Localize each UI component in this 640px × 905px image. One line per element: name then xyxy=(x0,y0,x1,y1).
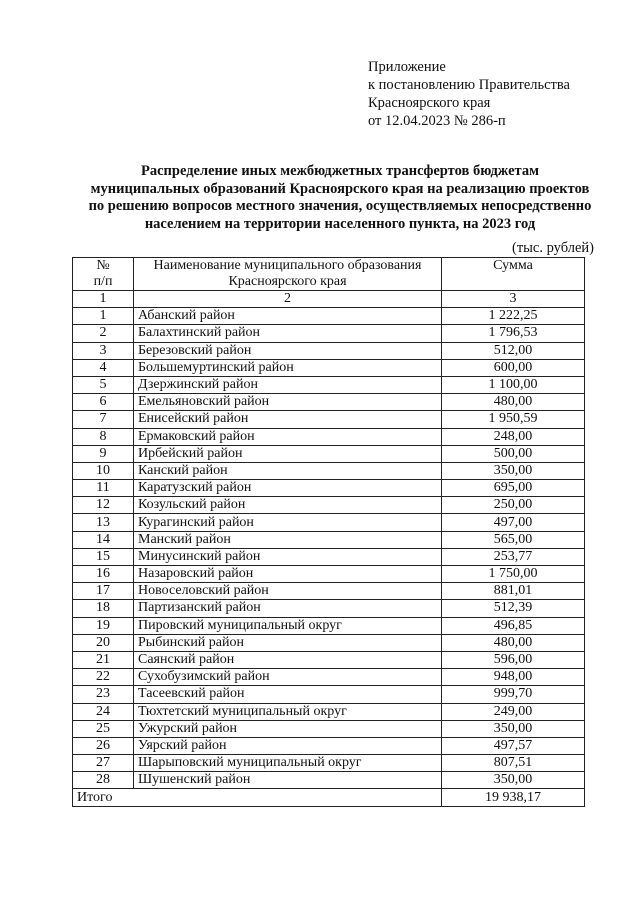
row-name: Козульский район xyxy=(134,497,442,514)
row-sum: 350,00 xyxy=(442,772,585,789)
row-number: 2 xyxy=(73,325,134,342)
title-line: по решению вопросов местного значения, осуществляемых непосредственно xyxy=(88,198,592,214)
row-sum: 600,00 xyxy=(442,359,585,376)
distribution-table xyxy=(72,257,585,807)
row-sum: 807,51 xyxy=(442,755,585,772)
row-name: Сухобузимский район xyxy=(134,669,442,686)
row-number: 13 xyxy=(73,514,134,531)
row-number: 4 xyxy=(73,359,134,376)
row-number: 11 xyxy=(73,480,134,497)
row-number: 8 xyxy=(73,428,134,445)
row-sum: 1 950,59 xyxy=(442,411,585,428)
row-number: 26 xyxy=(73,737,134,754)
row-name: Большемуртинский район xyxy=(134,359,442,376)
row-number: 10 xyxy=(73,462,134,479)
row-name: Шушенский район xyxy=(134,772,442,789)
table-row xyxy=(73,411,585,428)
row-sum: 350,00 xyxy=(442,462,585,479)
row-sum: 249,00 xyxy=(442,703,585,720)
table-row xyxy=(73,342,585,359)
row-sum: 596,00 xyxy=(442,651,585,668)
table-row xyxy=(73,669,585,686)
row-number: 5 xyxy=(73,376,134,393)
row-name: Дзержинский район xyxy=(134,376,442,393)
table-header-row xyxy=(73,258,585,291)
row-name: Новоселовский район xyxy=(134,583,442,600)
header-sum-label: Сумма xyxy=(493,258,533,273)
row-name: Балахтинский район xyxy=(134,325,442,342)
row-sum: 565,00 xyxy=(442,531,585,548)
header-number-line2: п/п xyxy=(93,274,113,289)
row-number: 14 xyxy=(73,531,134,548)
row-number: 1 xyxy=(73,308,134,325)
row-sum: 1 750,00 xyxy=(442,566,585,583)
row-name: Партизанский район xyxy=(134,600,442,617)
table-row xyxy=(73,376,585,393)
total-row xyxy=(73,789,585,806)
row-number: 28 xyxy=(73,772,134,789)
row-sum: 948,00 xyxy=(442,669,585,686)
row-sum: 1 100,00 xyxy=(442,376,585,393)
row-sum: 1 796,53 xyxy=(442,325,585,342)
table-row xyxy=(73,548,585,565)
row-sum: 500,00 xyxy=(442,445,585,462)
row-name: Рыбинский район xyxy=(134,634,442,651)
column-index-row xyxy=(73,291,585,308)
row-name: Ужурский район xyxy=(134,720,442,737)
row-name: Тюхтетский муниципальный округ xyxy=(134,703,442,720)
row-number: 7 xyxy=(73,411,134,428)
title-line: населением на территории населенного пункта, на 2023 год xyxy=(144,215,536,232)
row-sum: 480,00 xyxy=(442,634,585,651)
row-name: Уярский район xyxy=(134,737,442,754)
row-number: 6 xyxy=(73,394,134,411)
row-number: 23 xyxy=(73,686,134,703)
header-name-line2: Красноярского края xyxy=(228,274,347,289)
row-sum: 999,70 xyxy=(442,686,585,703)
index-cell: 2 xyxy=(134,291,442,308)
row-number: 3 xyxy=(73,342,134,359)
header-number xyxy=(73,258,134,291)
row-name: Абанский район xyxy=(134,308,442,325)
title-line: Распределение иных межбюджетных трансфертов бюджетам xyxy=(141,163,539,179)
row-sum: 480,00 xyxy=(442,394,585,411)
row-name: Назаровский район xyxy=(134,566,442,583)
table-row xyxy=(73,686,585,703)
appendix-line: Красноярского края xyxy=(368,95,491,111)
row-sum: 1 222,25 xyxy=(442,308,585,325)
row-name: Ирбейский район xyxy=(134,445,442,462)
row-sum: 496,85 xyxy=(442,617,585,634)
row-sum: 512,00 xyxy=(442,342,585,359)
row-name: Саянский район xyxy=(134,651,442,668)
row-number: 18 xyxy=(73,600,134,617)
row-sum: 248,00 xyxy=(442,428,585,445)
row-sum: 881,01 xyxy=(442,583,585,600)
index-cell: 3 xyxy=(442,291,585,308)
row-name: Ермаковский район xyxy=(134,428,442,445)
row-name: Курагинский район xyxy=(134,514,442,531)
table-row xyxy=(73,394,585,411)
table-row xyxy=(73,720,585,737)
row-name: Емельяновский район xyxy=(134,394,442,411)
row-sum: 350,00 xyxy=(442,720,585,737)
row-name: Канский район xyxy=(134,462,442,479)
row-number: 12 xyxy=(73,497,134,514)
row-number: 9 xyxy=(73,445,134,462)
row-sum: 253,77 xyxy=(442,548,585,565)
table-row xyxy=(73,480,585,497)
table-row xyxy=(73,445,585,462)
row-sum: 250,00 xyxy=(442,497,585,514)
row-name: Березовский район xyxy=(134,342,442,359)
row-number: 24 xyxy=(73,703,134,720)
row-number: 20 xyxy=(73,634,134,651)
total-label: Итого xyxy=(73,789,442,806)
appendix-block xyxy=(368,58,570,130)
row-number: 16 xyxy=(73,566,134,583)
index-cell: 1 xyxy=(73,291,134,308)
table-row xyxy=(73,359,585,376)
table-row xyxy=(73,617,585,634)
table-row xyxy=(73,514,585,531)
appendix-line: от 12.04.2023 № 286-п xyxy=(368,113,506,129)
table-row xyxy=(73,755,585,772)
document-title xyxy=(70,163,610,233)
table-row xyxy=(73,703,585,720)
table-row xyxy=(73,462,585,479)
row-number: 27 xyxy=(73,755,134,772)
units-label: (тыс. рублей) xyxy=(512,240,594,256)
row-number: 15 xyxy=(73,548,134,565)
row-sum: 695,00 xyxy=(442,480,585,497)
row-number: 17 xyxy=(73,583,134,600)
total-sum: 19 938,17 xyxy=(442,789,585,806)
header-name xyxy=(134,258,442,291)
row-name: Шарыповский муниципальный округ xyxy=(134,755,442,772)
table-row xyxy=(73,497,585,514)
table-row xyxy=(73,428,585,445)
row-number: 21 xyxy=(73,651,134,668)
row-name: Тасеевский район xyxy=(134,686,442,703)
row-number: 19 xyxy=(73,617,134,634)
row-name: Каратузский район xyxy=(134,480,442,497)
row-name: Енисейский район xyxy=(134,411,442,428)
row-name: Пировский муниципальный округ xyxy=(134,617,442,634)
table-row xyxy=(73,583,585,600)
table-row xyxy=(73,737,585,754)
row-sum: 497,57 xyxy=(442,737,585,754)
table-row xyxy=(73,772,585,789)
appendix-line: Приложение xyxy=(368,59,446,75)
row-name: Минусинский район xyxy=(134,548,442,565)
table-row xyxy=(73,566,585,583)
title-line: муниципальных образований Красноярского края на реализацию проектов xyxy=(90,180,590,197)
table-row xyxy=(73,651,585,668)
table-row xyxy=(73,308,585,325)
header-name-line1: Наименование муниципального образования xyxy=(153,258,422,273)
header-number-line1: № xyxy=(96,258,110,273)
table-row xyxy=(73,600,585,617)
table-row xyxy=(73,325,585,342)
row-sum: 497,00 xyxy=(442,514,585,531)
table-row xyxy=(73,634,585,651)
row-number: 22 xyxy=(73,669,134,686)
row-number: 25 xyxy=(73,720,134,737)
header-sum xyxy=(442,258,585,291)
row-sum: 512,39 xyxy=(442,600,585,617)
appendix-line: к постановлению Правительства xyxy=(368,77,570,93)
table-row xyxy=(73,531,585,548)
row-name: Манский район xyxy=(134,531,442,548)
